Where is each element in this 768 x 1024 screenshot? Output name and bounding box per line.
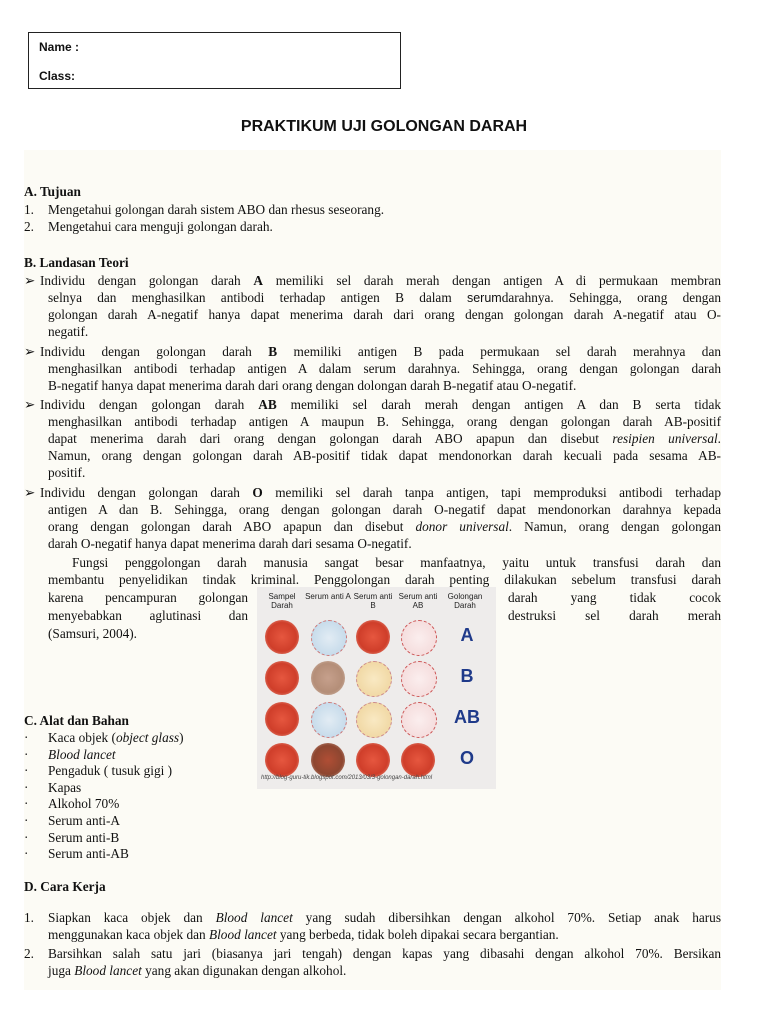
fig-header-anti-ab: Serum anti AB <box>398 592 438 610</box>
tujuan-item-1 <box>24 201 721 218</box>
text: Individu dengan golongan darah <box>40 397 259 412</box>
landasan-ab-line-3 <box>24 430 721 447</box>
text: Individu dengan golongan darah <box>40 273 254 288</box>
sample-drop <box>356 620 390 654</box>
alat-item <box>24 795 324 812</box>
cara-step-2-line-1 <box>24 945 721 962</box>
agglutinated-drop <box>401 620 437 656</box>
para-line-3b: darah yang tidak cocok <box>508 590 721 605</box>
sample-drop <box>311 661 345 695</box>
text: Kapas <box>48 779 82 795</box>
tujuan-item-2 <box>24 218 721 235</box>
alat-item <box>24 746 324 763</box>
landasan-ab-line-5: positif. <box>48 465 86 480</box>
document-body <box>24 150 721 990</box>
landasan-b-line-1 <box>40 343 721 360</box>
page-title: PRAKTIKUM UJI GOLONGAN DARAH <box>240 118 528 135</box>
fig-source-url: http://blog-guru-tik.blogspot.com/2013/03/3-golongan-darah.html <box>261 775 433 781</box>
landasan-o-line-4: darah O-negatif hanya dapat menerima darah dari sesama O-negatif. <box>48 536 412 551</box>
agglutinated-drop <box>311 620 347 656</box>
fig-header-sampel: Sampel Darah <box>268 592 296 610</box>
alat-item <box>24 829 324 846</box>
text: . Namun, orang dengan golongan <box>508 519 721 534</box>
alat-item <box>24 729 324 746</box>
class-label: Class: <box>39 69 76 83</box>
bullet: · <box>24 779 29 795</box>
serum-term: serum <box>466 291 502 305</box>
para-line-3a: karena pencampuran golongan <box>48 590 248 605</box>
bold-text: O <box>252 485 263 500</box>
tujuan-item-2-text: Mengetahui cara menguji golongan darah. <box>48 219 273 234</box>
landasan-a-line-4: negatif. <box>48 324 89 339</box>
tujuan-heading: A. Tujuan <box>24 184 81 199</box>
text: Serum anti-AB <box>48 846 129 862</box>
text: yang sudah dibersihkan dengan alkohol 70%. Setiap anak harus <box>292 910 721 925</box>
para-line-2: membantu penyelidikan tindak kriminal. Penggolongan darah penting dilakukan sebelum transfusi darah <box>48 572 721 587</box>
arrow-bullet: ➢ <box>24 344 36 359</box>
text: selnya dan menghasilkan antibodi terhadap antigen B dalam <box>48 290 467 305</box>
para-line-4b: destruksi sel darah merah <box>508 608 721 623</box>
bullet: · <box>24 846 29 862</box>
landasan-ab-line-2: menghasilkan antibodi terhadap antigen A maupun B. Sehingga, orang dengan golongan darah AB-positif <box>48 414 721 429</box>
cara-step-1-line-1 <box>24 909 721 926</box>
text: yang berbeda, tidak boleh dipakai secara bergantian. <box>276 927 559 942</box>
italic-text: Blood lancet <box>74 963 142 978</box>
text: Alkohol 70% <box>48 796 120 812</box>
landasan-heading: B. Landasan Teori <box>24 255 129 270</box>
para-line-1: Fungsi penggolongan darah manusia sangat besar manfaatnya, yaitu untuk transfusi darah dan <box>72 555 721 570</box>
sample-drop <box>265 661 299 695</box>
text: orang dengan golongan darah ABO apapun dan disebut <box>48 519 416 534</box>
text: Serum anti-B <box>48 829 120 845</box>
arrow-bullet: ➢ <box>24 273 36 288</box>
italic-text: Blood lancet <box>215 910 293 925</box>
name-label: Name : <box>39 40 80 54</box>
arrow-bullet: ➢ <box>24 397 36 412</box>
text: . <box>717 431 721 446</box>
tujuan-item-1-num: 1. <box>24 202 34 217</box>
alat-heading: C. Alat dan Bahan <box>24 713 129 728</box>
text: darahnya. Sehingga, orang dengan <box>501 290 721 305</box>
text: dapat menerima darah dari orang dengan golongan darah ABO apapun dan disebut <box>48 431 613 446</box>
landasan-o-line-3 <box>24 518 721 535</box>
text: menggunakan kaca objek dan <box>48 927 209 942</box>
landasan-ab-line-1 <box>40 396 721 413</box>
bold-text: AB <box>258 397 277 412</box>
text: memiliki antigen B pada permukaan sel darah merahnya dan <box>277 344 721 359</box>
fig-header-anti-a: Serum anti A <box>305 592 351 601</box>
tujuan-item-1-text: Mengetahui golongan darah sistem ABO dan rhesus seseorang. <box>48 202 385 217</box>
alat-item <box>24 779 324 796</box>
para-line-4a: menyebabkan aglutinasi dan <box>48 608 248 623</box>
landasan-b-line-3: B-negatif hanya dapat menerima darah dari orang dengan dolongan darah B-negatif atau O-negatif. <box>48 378 577 393</box>
bullet: · <box>24 829 29 845</box>
text: Serum anti-A <box>48 812 121 828</box>
bullet: · <box>24 812 29 828</box>
text: juga <box>48 963 75 978</box>
alat-item <box>24 762 324 779</box>
fig-label-b: B <box>460 666 474 686</box>
text: Siapkan kaca objek dan <box>48 910 216 925</box>
cara-step-1-line-2 <box>24 926 721 943</box>
landasan-o-line-1 <box>40 484 721 501</box>
cara-step-2-line-2 <box>24 962 721 979</box>
sample-drop <box>265 620 299 654</box>
bullet: · <box>24 796 29 812</box>
text: Pengaduk ( tusuk gigi ) <box>48 763 173 779</box>
text: Barsihkan salah satu jari (biasanya jari tengah) dengan kapas yang dibasahi dengan alkohol 70%. Bersikan <box>48 946 721 961</box>
text: memiliki sel darah merah dengan antigen A di permukaan membran <box>262 273 721 288</box>
agglutinated-drop <box>356 661 392 697</box>
bold-text: B <box>268 344 278 359</box>
italic-text: Blood lancet <box>48 746 116 762</box>
bold-text: A <box>253 273 263 288</box>
text: memiliki sel darah tanpa antigen, tapi memproduksi antibodi terhadap <box>262 485 721 500</box>
italic-text: object glass <box>115 730 180 745</box>
text: ) <box>179 730 184 745</box>
bullet: · <box>24 763 29 779</box>
fig-header-anti-b: Serum anti B <box>353 592 393 610</box>
text: Individu dengan golongan darah <box>40 344 269 359</box>
fig-label-o: O <box>459 748 474 768</box>
fig-header-golongan: Golongan Darah <box>447 592 483 610</box>
step-number: 2. <box>24 946 34 961</box>
landasan-a-line-2 <box>24 289 721 307</box>
text: Individu dengan golongan darah <box>40 485 253 500</box>
italic-text: donor universal <box>415 519 509 534</box>
landasan-o-line-2: antigen A dan B. Sehingga, orang dengan golongan darah O-negatif dapat mendonorkan darahnya kepada <box>48 502 721 517</box>
italic-text: Blood lancet <box>208 927 277 942</box>
text: Kaca objek ( <box>48 730 116 745</box>
bullet: · <box>24 746 29 762</box>
arrow-bullet: ➢ <box>24 485 36 500</box>
cara-heading: D. Cara Kerja <box>24 879 106 894</box>
bullet: · <box>24 730 29 745</box>
text: yang akan digunakan dengan alkohol. <box>141 963 347 978</box>
landasan-a-line-3: golongan darah A-negatif hanya dapat menerima darah dari orang dengan golongan darah A-negatif atau O- <box>48 307 721 322</box>
alat-list <box>24 729 324 862</box>
alat-item <box>24 845 324 862</box>
step-number: 1. <box>24 910 34 925</box>
landasan-ab-line-4: Namun, orang dengan golongan darah AB-positif tidak dapat mendonorkan darah kecuali pada sesama AB- <box>48 448 721 463</box>
text: memiliki sel darah merah dengan antigen A dan B serta tidak <box>276 397 721 412</box>
tujuan-item-2-num: 2. <box>24 219 34 234</box>
fig-label-a: A <box>460 625 474 645</box>
fig-label-ab: AB <box>454 707 480 727</box>
agglutinated-drop <box>401 661 437 697</box>
landasan-b-line-2: menghasilkan antibodi terhadap antigen A dalam serum darahnya. Sehingga, orang dengan golongan darah <box>48 361 721 376</box>
para-line-5: (Samsuri, 2004). <box>48 626 138 641</box>
name-class-box <box>28 32 401 89</box>
italic-text: resipien universal <box>612 431 718 446</box>
alat-item <box>24 812 324 829</box>
landasan-a-line-1 <box>40 272 721 289</box>
